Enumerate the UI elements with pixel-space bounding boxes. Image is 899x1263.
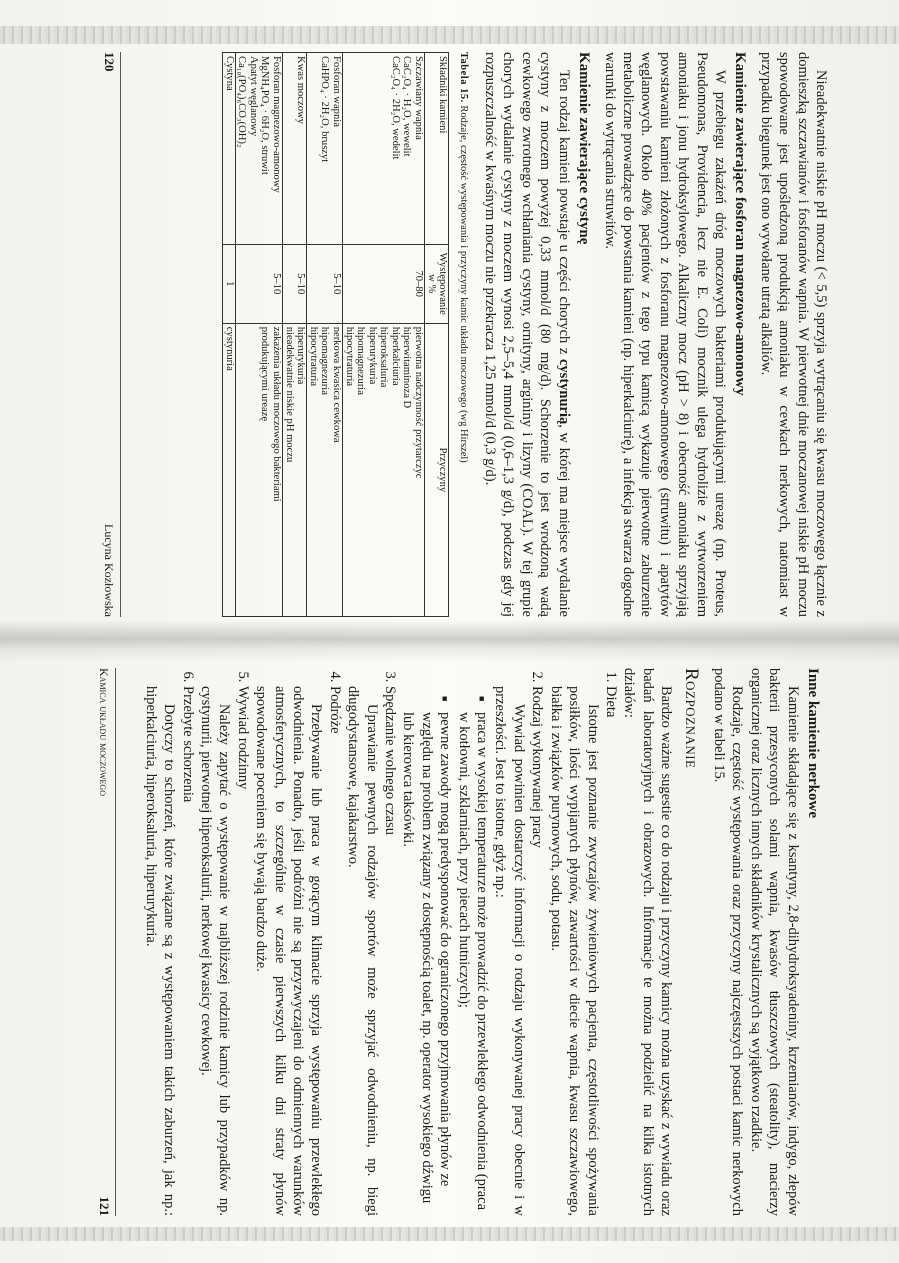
table-cell: pierwotna nadczynność przytarczyc hiperwitaminoza D hiperkalciuria hiperoksaluria hiperurykuria hipomagnezuria hipocytraturia [342,323,424,616]
table-cell: Fosforan wapnia CaHPO₄ · 2H₂O, bruszyt [307,53,343,245]
paragraph: Kamienie składające się z ksantyny, 2,8-dihydroksyadeniny, krzemianów, indygo, złepów bakterii przesyconych solami wapnia, kwasów tłuszczowych (steatolity), macierzy organicznej oraz licznych innych składników krystalicznych są wyjątkowo rzadkie. [747,668,801,1216]
header-cell: Występowanie w % [425,244,449,323]
bullet-item: ■ pewne zawody mogą predysponować do ograniczonego przyjmowania płynów ze względu na problem związany z dostępnością toalet, np. operator wysokiego dźwigu lub kierowca taksówki. [399,712,454,1216]
paragraph: W przebiegu zakażeń dróg moczowych bakteriami produkującymi ureazę (np. Proteus, Pseudomonas, Providencia, lecz nie E. Coli) mocznik ulega hydrolizie z wytworzeniem amoniaku i jonu hydroksylowego. Alkaliczny mocz (pH > 8) i obecność amoniaku sprzyjają powstawaniu kamieni złożonych z fosforanu magnezowo-amonowego (struwitu) i apatytów węglanowych. Około 40% pacjentów z tego typu kamicą wykazuje pierwotne zaburzenie metaboliczne prowadzące do powstania kamieni (np. hiperkalciurię), a infekcja stwarza dogodne warunki do wytrącania struwitów. [601,52,728,617]
page-footer [95,668,116,1216]
table-cell: zakażenia układu moczowego bakteriami produkującymi ureazę [235,323,282,616]
book-spine-shadow [0,620,899,662]
list-item: 6. Przebyte schorzenia Dotyczy to schorzeń, które związane są z występowaniem takich zaburzeń, jak np.: hiperkalciuria, hiperoksaluria, hiperurykuria. [141,686,196,1216]
paragraph: Rodzaje, częstość występowania oraz przyczyny najczęstszych postaci kamic nerkowych podano w tabeli 15. [710,668,746,1216]
section-heading: Inne kamienie nerkowe [805,668,821,818]
page-footer [100,52,121,617]
running-head: Kamica układu moczowego [97,668,112,796]
list-item: 3. Spędzanie wolnego czasu Uprawianie pewnych rodzajów sportów może sprzyjać odwodnieniu, np. biegi długodystansowe, kajakarstwo. [344,686,399,1216]
section-heading: Kamienie zawierające fosforan magnezowo-amonowy [732,52,749,396]
table-cell: 1 [223,244,236,323]
table-cell: hiperurykuria nieadekwatnie niskie pH moczu [282,323,306,616]
scan-bottom-edge [0,1227,899,1241]
section-heading: Kamienie zawierające cystynę [576,52,593,245]
header-cell: Przyczyny [425,323,449,616]
table-row [223,53,236,617]
scan-top-edge [0,26,899,44]
table-row [307,53,343,617]
table-cell: 5–10 [307,244,343,323]
table-row [342,53,424,617]
table-cell: 5–10 [282,244,306,323]
bullet-item: ■ praca w wysokiej temperaturze może prowadzić do przewlekłego odwodnienia (praca w kotłowni, szklarniach, przy piecach hutniczych); [454,712,491,1216]
author-name: Lucyna Kozłowska [102,524,117,617]
emphasis: cystynurią [555,359,572,425]
table-header-row [425,53,449,617]
header-cell: Składniki kamieni [425,53,449,245]
table-cell: Fosforan magnezowo-amonowy MgNH₄PO₄ · 6H₂O, struwit Apatyt węglanowy Ca₁₀(PO₄)₆CO₃(OH)₂ [235,53,282,245]
list-item: 1. Dieta Istotne jest poznanie zwyczajów żywieniowych pacjenta, częstotliwości spożywania posiłków, ilości wypijanych płynów, zawartości w diecie wapnia, kwasu szczawiowego, białka i związków purynowych, sodu, potasu. [546,686,620,1216]
table-cell: Szczawiany wapnia CaC₂O₄ · H₂O, wewelit CaC₂O₄ · 2H₂O, wedelit [342,53,424,245]
table-cell: 70–80 [342,244,424,323]
stones-table [222,52,449,617]
chapter-heading: Rozpoznanie [680,668,702,769]
table-caption: Tabela 15. Rodzaje, częstość występowania i przyczyny kamic układu moczowego (wg Hirszel) [457,52,469,463]
page-number: 120 [102,52,118,72]
table-row [282,53,306,617]
list-item: 4. Podróże Przebywanie lub praca w gorącym klimacie sprzyja występowaniu przewlekłego odwodnienia. Ponadto, jeśli podróżni nie są przyzwyczajeni do odmiennych warunków atmosferycznych, to szczególnie w czasie pierwszych kilku dni straty płynów spowodowane poceniem się bywają bardzo duże. [252,686,344,1216]
paragraph: Bardzo ważne sugestie co do rodzaju i przyczyny kamicy można uzyskać z wywiadu oraz badań laboratoryjnych i obrazowych. Informacje te można podzielić na kilka istotnych działów: [621,668,675,1216]
page-number: 121 [97,1196,113,1216]
paragraph: Ten rodzaj kamieni powstaje u części chorych z cystynurią, w której ma miejsce wydalanie cystyny z moczem powyżej 0,33 mmol/d (80 mg/d). Schorzenie to jest wrodzoną wadą cewkowego zwrotnego wchłaniania cystyny, ornityny, argininy i lizyny (COAL). W tej grupie chorych wydalanie cystyny z moczem wynosi 2,5–5,4 mmol/d (0,6–1,3 g/d), podczas gdy jej rozpuszczalność w kwaśnym moczu nie przekracza 1,25 mmol/d (0,3 g/d). [482,52,572,617]
list-item: 2. Rodzaj wykonywanej pracy Wywiad powinien dostarczyć informacji o rodzaju wykonywanej pracy obecnie i w przeszłości. Jest to istotne, gdyż np.: ■ praca w wysokiej temperaturze może prowadzić do przewlekłego odwodnienia (praca w kotłowni, szklarniach, przy piecach hutniczych); ■ pewne zawody mogą predysponować do ograniczonego przyjmowania płynów ze względu na problem związany z dostępnością toalet, np. operator wysokiego dźwigu lub kierowca taksówki. [399,686,546,1216]
table-row [235,53,282,617]
page-121 [95,668,822,1216]
table-cell: 5–10 [235,244,282,323]
table-cell: cystynuria [223,323,236,616]
page-120 [100,52,830,617]
list-item: 5. Wywiad rodzinny Należy zapytać o występowanie w najbliższej rodzinie kamicy lub przypadków np. cystynurii, pierwotnej hiperoksalurii, nerkowej kwasicy cewkowej. [197,686,252,1216]
table-cell: Kwas moczowy [282,53,306,245]
diagnosis-list [141,668,620,1216]
table-cell: Cystyna [223,53,236,245]
bullet-list [399,686,491,1216]
table-cell: nerkowa kwasica cewkowa hipomagnezuria hipocytraturia [307,323,343,616]
paragraph: Nieadekwatnie niskie pH moczu (< 5,5) sprzyja wytrącaniu się kwasu moczowego łącznie z domieszką szczawianów i fosforanów wapnia. W pierwotnej dnie moczanowej niskie pH moczu spowodowane jest upośledzoną produkcją amoniaku w cewkach nerkowych, natomiast w przypadku biegunek jest ono wywołane utratą alkaliów. [757,52,829,617]
